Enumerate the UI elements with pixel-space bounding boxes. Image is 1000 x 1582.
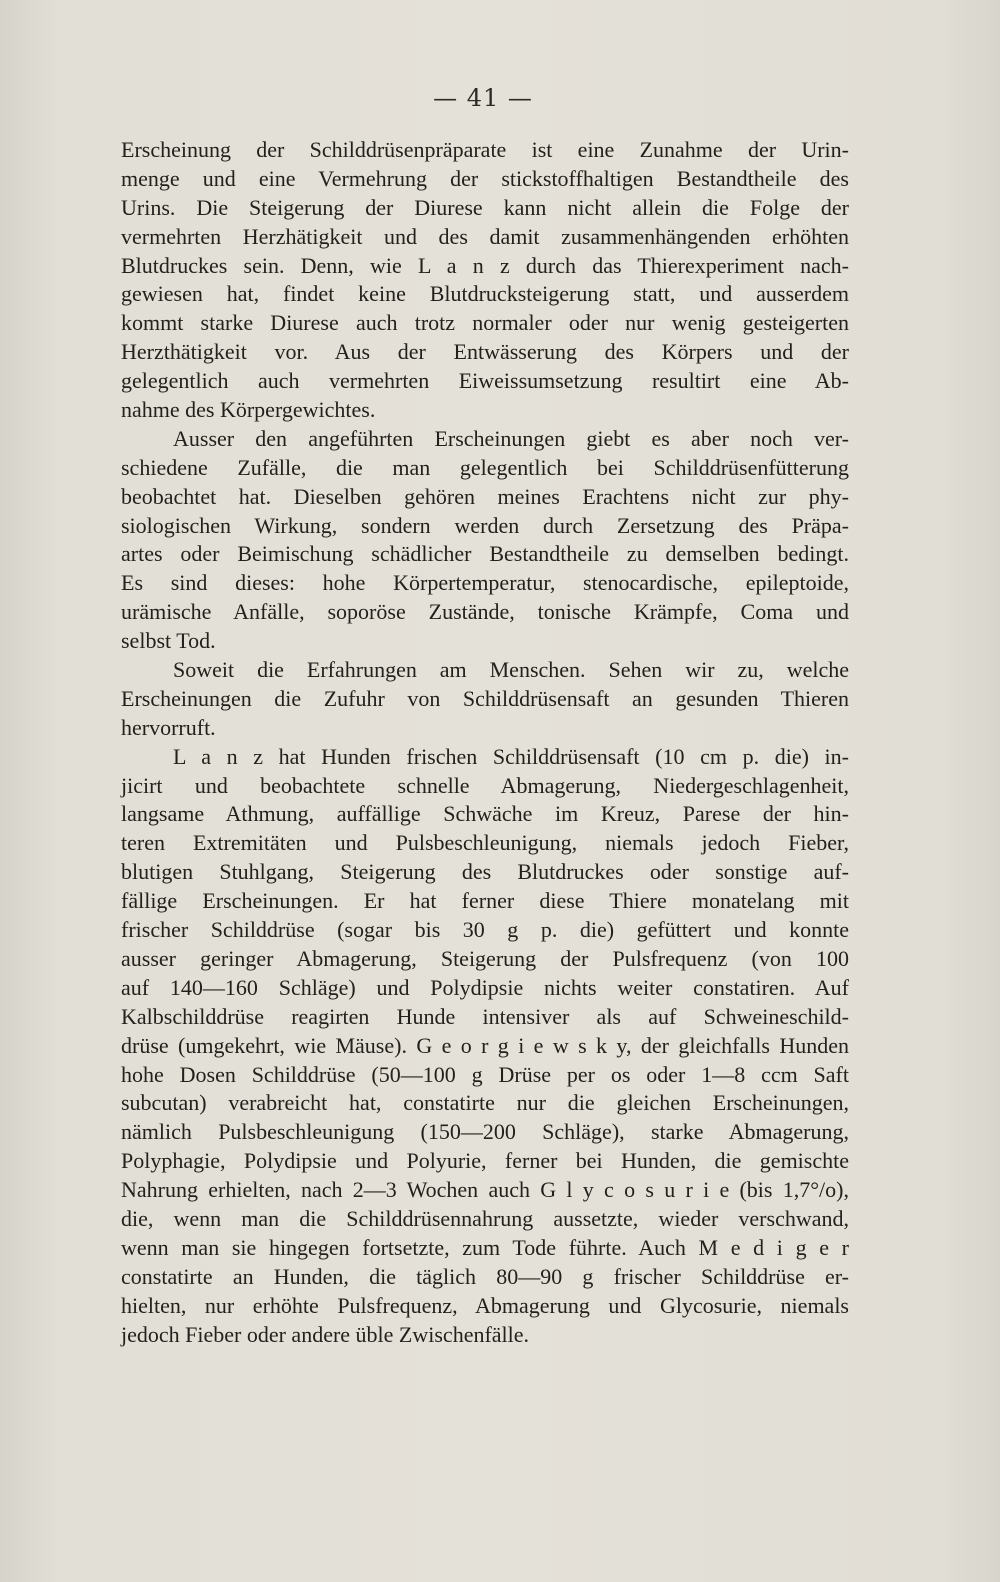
- text-line: Soweit die Erfahrungen am Menschen. Sehen wir zu, welche: [173, 657, 849, 683]
- text-line: ausser geringer Abmagerung, Steigerung der Pulsfrequenz (von 100: [121, 945, 849, 971]
- text-line: Erscheinungen die Zufuhr von Schilddrüsensaft an gesunden Thieren: [121, 685, 849, 711]
- text-line: Kalbschilddrüse reagirten Hunde intensiver als auf Schweineschild-: [121, 1003, 849, 1029]
- text-line: Ausser den angeführten Erscheinungen giebt es aber noch ver-: [173, 425, 849, 451]
- text-line: fällige Erscheinungen. Er hat ferner diese Thiere monatelang mit: [121, 888, 849, 914]
- text-line: siologischen Wirkung, sondern werden durch Zersetzung des Präpa-: [121, 512, 849, 538]
- text-line: urämische Anfälle, soporöse Zustände, tonische Krämpfe, Coma und: [121, 599, 849, 625]
- text-line: kommt starke Diurese auch trotz normaler oder nur wenig gesteigerten: [121, 310, 849, 336]
- text-line: frischer Schilddrüse (sogar bis 30 g p. die) gefüttert und konnte: [121, 917, 849, 943]
- page-number: — 41 —: [433, 84, 533, 112]
- text-line: teren Extremitäten und Pulsbeschleunigung, niemals jedoch Fieber,: [121, 830, 849, 856]
- text-line: Erscheinung der Schilddrüsenpräparate ist eine Zunahme der Urin-: [121, 137, 849, 162]
- text-line: constatirte an Hunden, die täglich 80—90 g frischer Schilddrüse er-: [121, 1263, 849, 1289]
- text-line: langsame Athmung, auffällige Schwäche im Kreuz, Parese der hin-: [121, 801, 849, 827]
- text-line: Nahrung erhielten, nach 2—3 Wochen auch G l y c o s u r i e (bis 1,7°/o),: [121, 1177, 849, 1203]
- text-line: drüse (umgekehrt, wie Mäuse). G e o r g i e w s k y, der gleichfalls Hunden: [121, 1032, 849, 1058]
- text-line: vermehrten Herzhätigkeit und des damit zusammenhängenden erhöhten: [121, 223, 849, 249]
- text-line: menge und eine Vermehrung der stickstoffhaltigen Bestandtheile des: [121, 165, 849, 191]
- text-line: blutigen Stuhlgang, Steigerung des Blutdruckes oder sonstige auf-: [121, 859, 849, 885]
- text-line: Polyphagie, Polydipsie und Polyurie, ferner bei Hunden, die gemischte: [121, 1148, 849, 1174]
- text-line: subcutan) verabreicht hat, constatirte nur die gleichen Erscheinungen,: [121, 1090, 849, 1116]
- text-line: gelegentlich auch vermehrten Eiweissumsetzung resultirt eine Ab-: [121, 368, 849, 394]
- text-line: wenn man sie hingegen fortsetzte, zum Tode führte. Auch M e d i g e r: [121, 1234, 849, 1260]
- text-line: nämlich Pulsbeschleunigung (150—200 Schläge), starke Abmagerung,: [121, 1119, 849, 1145]
- text-line: gewiesen hat, findet keine Blutdrucksteigerung statt, und ausserdem: [121, 281, 849, 307]
- text-line: schiedene Zufälle, die man gelegentlich bei Schilddrüsenfütterung: [121, 454, 849, 480]
- text-line: Herzthätigkeit vor. Aus der Entwässerung des Körpers und der: [121, 339, 849, 365]
- text-line: artes oder Beimischung schädlicher Bestandtheile zu demselben bedingt.: [121, 541, 849, 567]
- text-line: Es sind dieses: hohe Körpertemperatur, stenocardische, epileptoide,: [121, 570, 849, 596]
- text-line: die, wenn man die Schilddrüsennahrung aussetzte, wieder verschwand,: [121, 1205, 849, 1231]
- text-line: jicirt und beobachtete schnelle Abmagerung, Niedergeschlagenheit,: [121, 772, 849, 798]
- body-text: [121, 136, 849, 1349]
- text-line: auf 140—160 Schläge) und Polydipsie nichts weiter constatiren. Auf: [121, 974, 849, 1000]
- text-line: selbst Tod.: [121, 628, 216, 654]
- text-line: Blutdruckes sein. Denn, wie L a n z durch das Thierexperiment nach-: [121, 252, 849, 278]
- text-line: L a n z hat Hunden frischen Schilddrüsensaft (10 cm p. die) in-: [173, 743, 849, 769]
- text-line: beobachtet hat. Dieselben gehören meines Erachtens nicht zur phy-: [121, 483, 849, 509]
- text-line: nahme des Körpergewichtes.: [121, 397, 376, 423]
- text-line: hervorruft.: [121, 714, 216, 740]
- text-line: Urins. Die Steigerung der Diurese kann nicht allein die Folge der: [121, 194, 849, 220]
- text-line: hohe Dosen Schilddrüse (50—100 g Drüse per os oder 1—8 ccm Saft: [121, 1061, 849, 1087]
- text-line: jedoch Fieber oder andere üble Zwischenfälle.: [121, 1321, 530, 1347]
- text-line: hielten, nur erhöhte Pulsfrequenz, Abmagerung und Glycosurie, niemals: [121, 1292, 849, 1318]
